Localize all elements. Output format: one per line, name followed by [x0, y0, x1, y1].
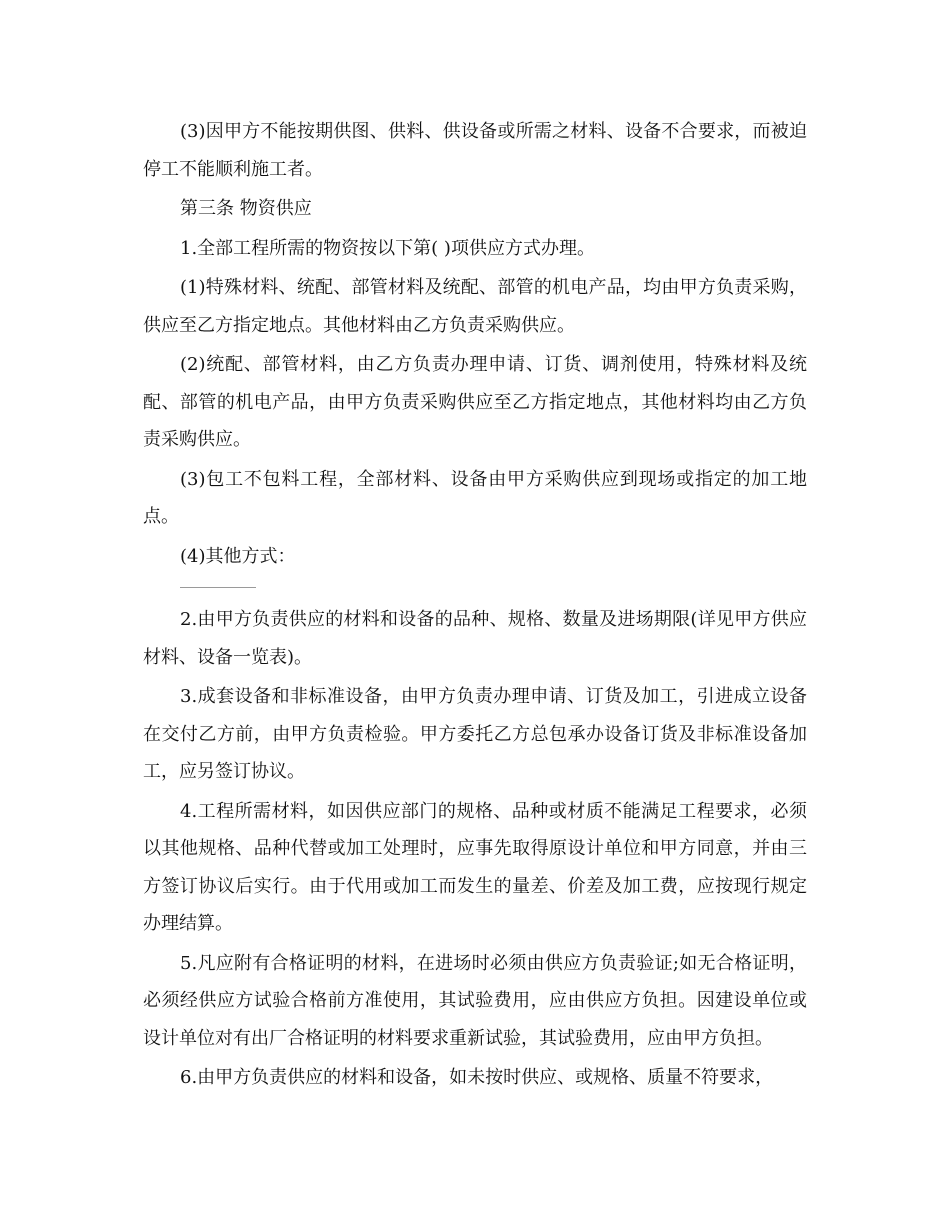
article-3-heading: 第三条 物资供应	[180, 198, 312, 219]
supply-option-1: (1)特殊材料、统配、部管材料及统配、部管的机电产品，均由甲方负责采购，供应至乙方指定地点。其他材料由乙方负责采购供应。	[143, 277, 807, 336]
supply-option-4: (4)其他方式：	[180, 545, 296, 567]
supply-option-2: (2)统配、部管材料，由乙方负责办理申请、订货、调剂使用，特殊材料及统配、部管的机电产品，由甲方负责采购供应至乙方指定地点，其他材料均由乙方负责采购供应。	[143, 354, 807, 450]
article-3-item-1: 1.全部工程所需的物资按以下第( )项供应方式办理。	[180, 237, 595, 259]
fill-in-blank-line	[180, 587, 256, 588]
article-3-item-5: 5.凡应附有合格证明的材料，在进场时必须由供应方负责验证;如无合格证明，必须经供应方试验合格前方准使用，其试验费用，应由供应方负担。因建设单位或设计单位对有出厂合格证明的材料要求重新试验，其试验费用，应由甲方负担。	[143, 952, 807, 1049]
document-page	[143, 113, 807, 1097]
clause-2-item-3: (3)因甲方不能按期供图、供料、供设备或所需之材料、设备不合要求，而被迫停工不能顺利施工者。	[143, 121, 807, 180]
article-3-item-6: 6.由甲方负责供应的材料和设备，如未按时供应、或规格、质量不符要求，	[180, 1067, 774, 1088]
article-3-item-4: 4.工程所需材料，如因供应部门的规格、品种或材质不能满足工程要求，必须以其他规格、品种代替或加工处理时，应事先取得原设计单位和甲方同意，并由三方签订协议后实行。由于代用或加工而发生的量差、价差及加工费，应按现行规定办理结算。	[143, 800, 807, 934]
article-3-item-3: 3.成套设备和非标准设备，由甲方负责办理申请、订货及加工，引进成立设备在交付乙方前，由甲方负责检验。甲方委托乙方总包承办设备订货及非标准设备加工，应另签订协议。	[143, 686, 807, 782]
article-3-item-2: 2.由甲方负责供应的材料和设备的品种、规格、数量及进场期限(详见甲方供应材料、设备一览表)。	[143, 609, 807, 668]
supply-option-3: (3)包工不包料工程，全部材料、设备由甲方采购供应到现场或指定的加工地点。	[143, 468, 807, 527]
